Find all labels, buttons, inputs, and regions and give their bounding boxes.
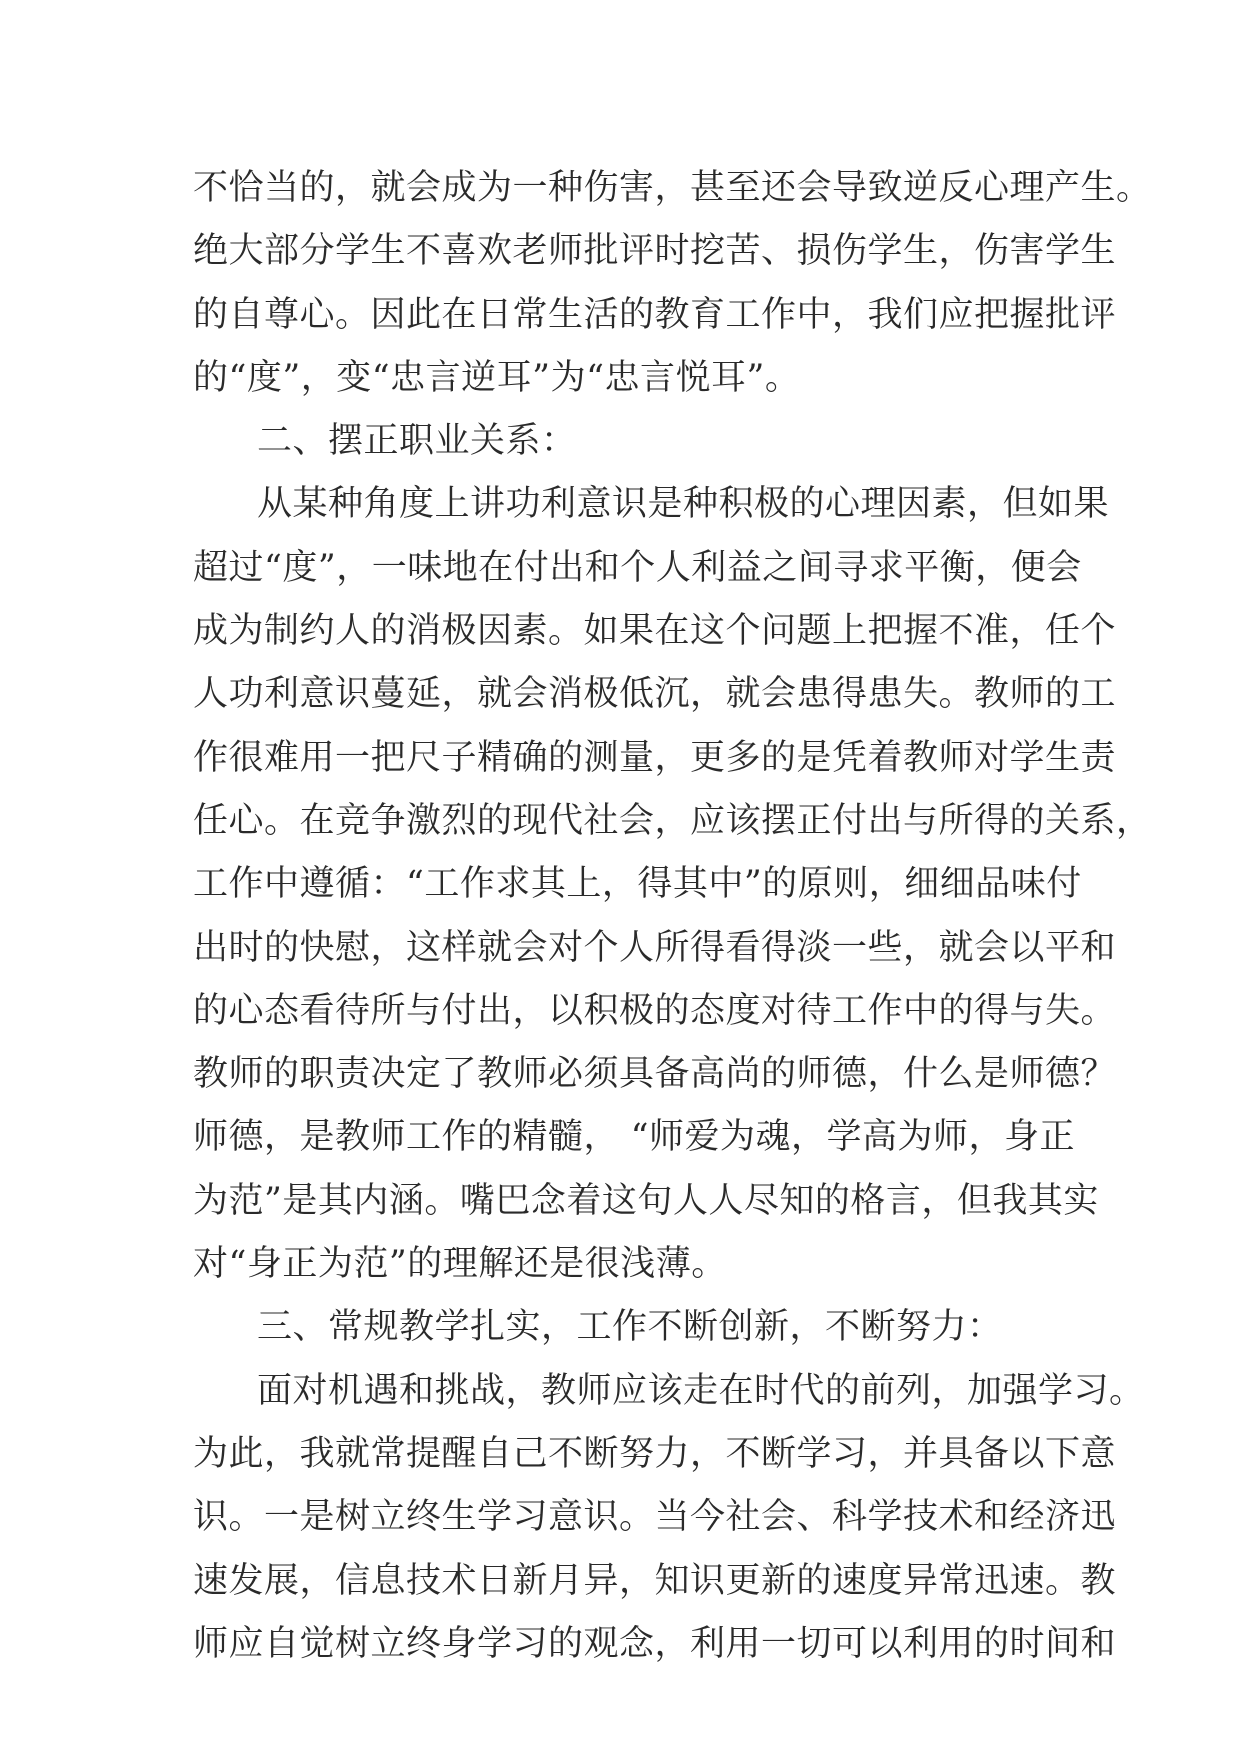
text-line: 绝大部分学生不喜欢老师批评时挖苦、损伤学生，伤害学生 — [193, 231, 1117, 272]
text-line: 师应自觉树立终身学习的观念，利用一切可以利用的时间和 — [193, 1623, 1117, 1664]
text-line: 速发展，信息技术日新月异，知识更新的速度异常迅速。教 — [193, 1560, 1117, 1601]
text-line: 的心态看待所与付出，以积极的态度对待工作中的得与失。 — [193, 990, 1117, 1031]
text-line: 作很难用一把尺子精确的测量，更多的是凭着教师对学生责 — [193, 737, 1117, 778]
text-line: 的“度”，变“忠言逆耳”为“忠言悦耳”。 — [193, 357, 801, 398]
text-line: 人功利意识蔓延，就会消极低沉，就会患得患失。教师的工 — [193, 674, 1117, 715]
text-line: 的自尊心。因此在日常生活的教育工作中，我们应把握批评 — [193, 294, 1117, 335]
text-line: 为此，我就常提醒自己不断努力，不断学习，并具备以下意 — [193, 1433, 1117, 1474]
text-line: 工作中遵循：“工作求其上，得其中”的原则，细细品味付 — [193, 864, 1082, 905]
text-line: 出时的快慰，这样就会对个人所得看得淡一些，就会以平和 — [193, 927, 1117, 968]
text-line: 从某种角度上讲功利意识是种积极的心理因素，但如果 — [257, 484, 1110, 525]
text-line: 二、摆正职业关系： — [257, 421, 577, 462]
text-line: 三、常规教学扎实，工作不断创新，不断努力： — [257, 1307, 1003, 1348]
text-line: 超过“度”，一味地在付出和个人利益之间寻求平衡，便会 — [193, 547, 1082, 588]
text-line: 对“身正为范”的理解还是很浅薄。 — [193, 1244, 727, 1285]
text-line: 师德，是教师工作的精髓， “师爱为魂，学高为师，身正 — [193, 1117, 1076, 1158]
text-line: 识。一是树立终生学习意识。当今社会、科学技术和经济迅 — [193, 1497, 1117, 1538]
text-line: 为范”是其内涵。嘴巴念着这句人人尽知的格言，但我其实 — [193, 1180, 1099, 1221]
text-line: 面对机遇和挑战，教师应该走在时代的前列，加强学习。 — [257, 1370, 1145, 1411]
document-body — [193, 157, 1152, 1676]
text-line: 教师的职责决定了教师必须具备高尚的师德，什么是师德？ — [193, 1054, 1117, 1095]
text-line: 任心。在竞争激烈的现代社会，应该摆正付出与所得的关系， — [193, 800, 1152, 841]
text-line: 成为制约人的消极因素。如果在这个问题上把握不准，任个 — [193, 611, 1117, 652]
text-line: 不恰当的，就会成为一种伤害，甚至还会导致逆反心理产生。 — [193, 168, 1152, 208]
